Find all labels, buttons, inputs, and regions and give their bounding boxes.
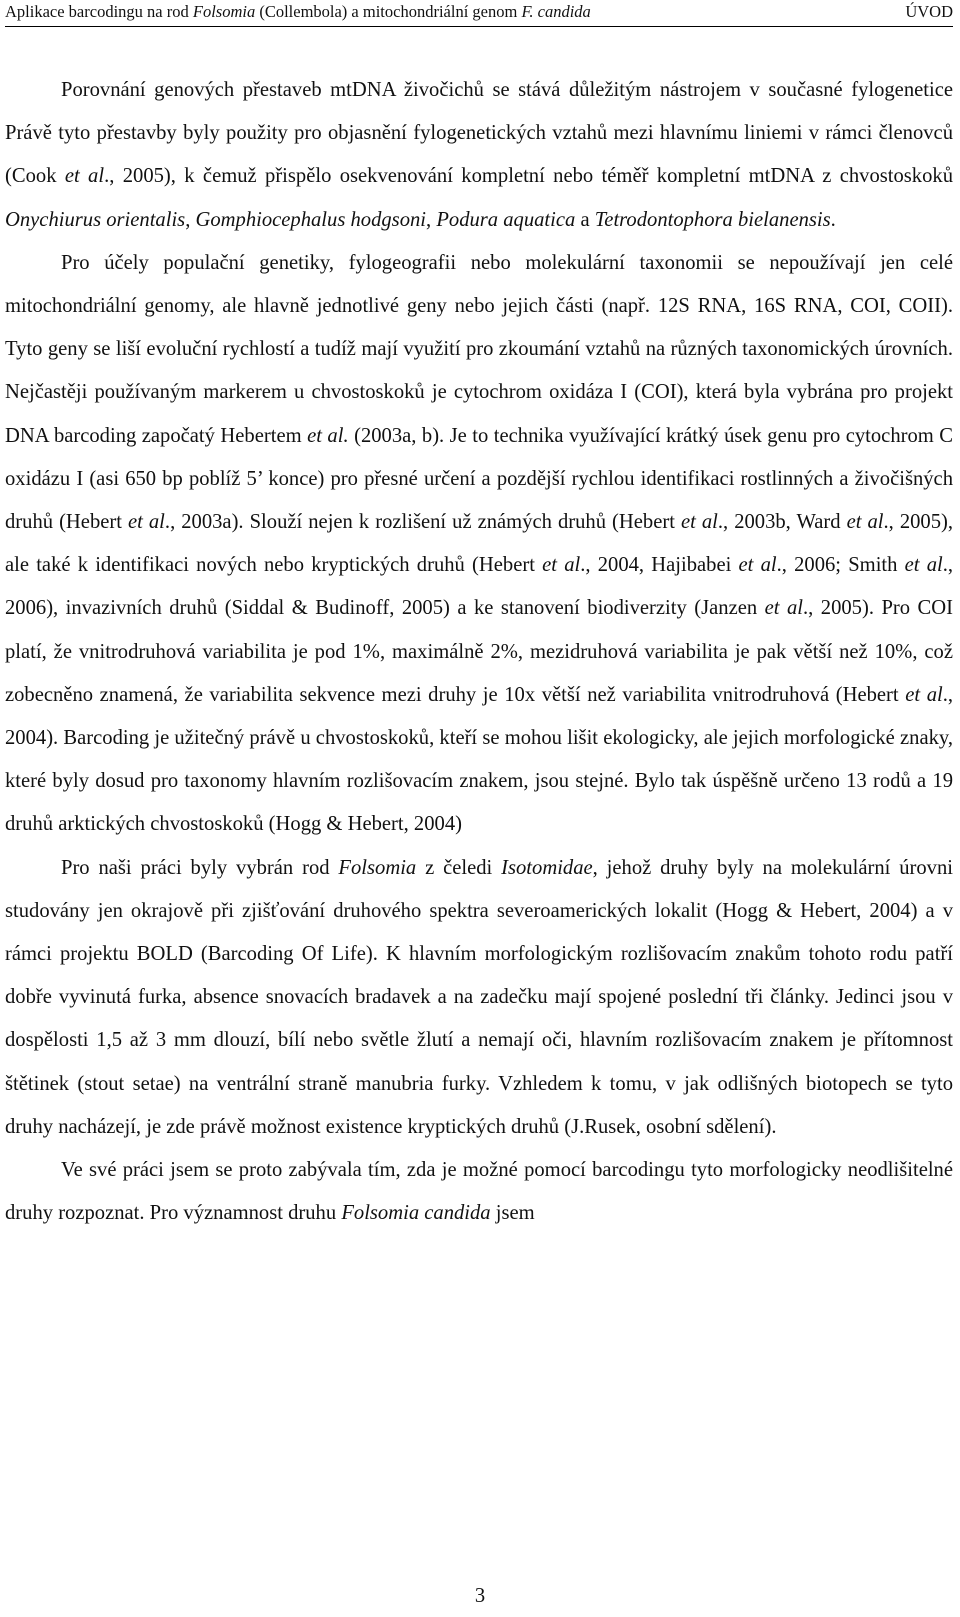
paragraph-1: Porovnání genových přestaveb mtDNA živočichů se stává důležitým nástrojem v současné fylogenetice Právě tyto přestavby byly použity pro objasnění fylogenetických vztahů mezi hlavnímu liniemi v rámci členovců (Cook et al., 2005), k čemuž přispělo osekvenování kompletní nebo téměř kompletní mtDNA z chvostoskoků Onychiurus orientalis, Gomphiocephalus hodgsoni, Podura aquatica a Tetrodontophora bielanensis. — [5, 79, 953, 231]
running-header — [5, 0, 953, 27]
body-text — [5, 69, 953, 1235]
paragraph-2: Pro účely populační genetiky, fylogeografii nebo molekulární taxonomii se nepoužívají jen celé mitochondriální genomy, ale hlavně jednotlivé geny nebo jejich části (např. 12S RNA, 16S RNA, COI, COII). Tyto geny se liší evoluční rychlostí a tudíž mají využití pro zkoumání vztahů na různých taxonomických úrovních. Nejčastěji používaným markerem u chvostoskoků je cytochrom oxidáza I (COI), která byla vybrána pro projekt DNA barcoding započatý Hebertem et al. (2003a, b). Je to technika využívající krátký úsek genu pro cytochrom C oxidázu I (asi 650 bp poblíž 5’ konce) pro přesné určení a pozdější rychlou identifikaci rostlinných a živočišných druhů (Hebert et al., 2003a). Slouží nejen k rozlišení už známých druhů (Hebert et al., 2003b, Ward et al., 2005), ale také k identifikaci nových nebo kryptických druhů (Hebert et al., 2004, Hajibabei et al., 2006; Smith et al., 2006), invazivních druhů (Siddal & Budinoff, 2005) a ke stanovení biodiverzity (Janzen et al., 2005). Pro COI platí, že vnitrodruhová variabilita je pod 1%, maximálně 2%, mezidruhová variabilita je pak větší než 10%, což zobecněno znamená, že variabilita sekvence mezi druhy je 10x větší než variabilita vnitrodruhová (Hebert et al., 2004). Barcoding je užitečný právě u chvostoskoků, kteří se mohou lišit ekologicky, ale jejich morfologické znaky, které byly dosud pro taxonomy hlavním rozlišovacím znakem, jsou stejné. Bylo tak úspěšně určeno 13 rodů a 19 druhů arktických chvostoskoků (Hogg & Hebert, 2004) — [5, 251, 954, 836]
header-title-italic: Folsomia — [192, 2, 256, 21]
header-title-part: Aplikace barcodingu na rod — [5, 2, 193, 21]
header-title — [5, 2, 591, 22]
header-title-part: (Collembola) a mitochondriální genom — [255, 2, 522, 21]
paragraph-4: Ve své práci jsem se proto zabývala tím, zda je možné pomocí barcodingu tyto morfologicky neodlišitelné druhy rozpoznat. Pro významnost druhu Folsomia candida jsem — [5, 1159, 953, 1225]
page-number: 3 — [474, 1585, 486, 1607]
header-title-italic: F. candida — [521, 2, 591, 21]
header-section: ÚVOD — [905, 2, 953, 21]
paragraph-3: Pro naši práci byly vybrán rod Folsomia z čeledi Isotomidae, jehož druhy byly na molekulární úrovni studovány jen okrajově při zjišťování druhového spektra severoamerických lokalit (Hogg & Hebert, 2004) a v rámci projektu BOLD (Barcoding Of Life). K hlavním morfologickým rozlišovacím znakům tohoto rodu patří dobře vyvinutá furka, absence snovacích bradavek a na zadečku mají spojené poslední tři články. Jedinci jsou v dospělosti 1,5 až 3 mm dlouzí, bílí nebo světle žlutí a nemají oči, hlavním rozlišovacím znakem je přítomnost štětinek (stout setae) na ventrální straně manubria furky. Vzhledem k tomu, v jak odlišných biotopech se tyto druhy nacházejí, je zde právě možnost existence kryptických druhů (J.Rusek, osobní sdělení). — [5, 856, 953, 1138]
